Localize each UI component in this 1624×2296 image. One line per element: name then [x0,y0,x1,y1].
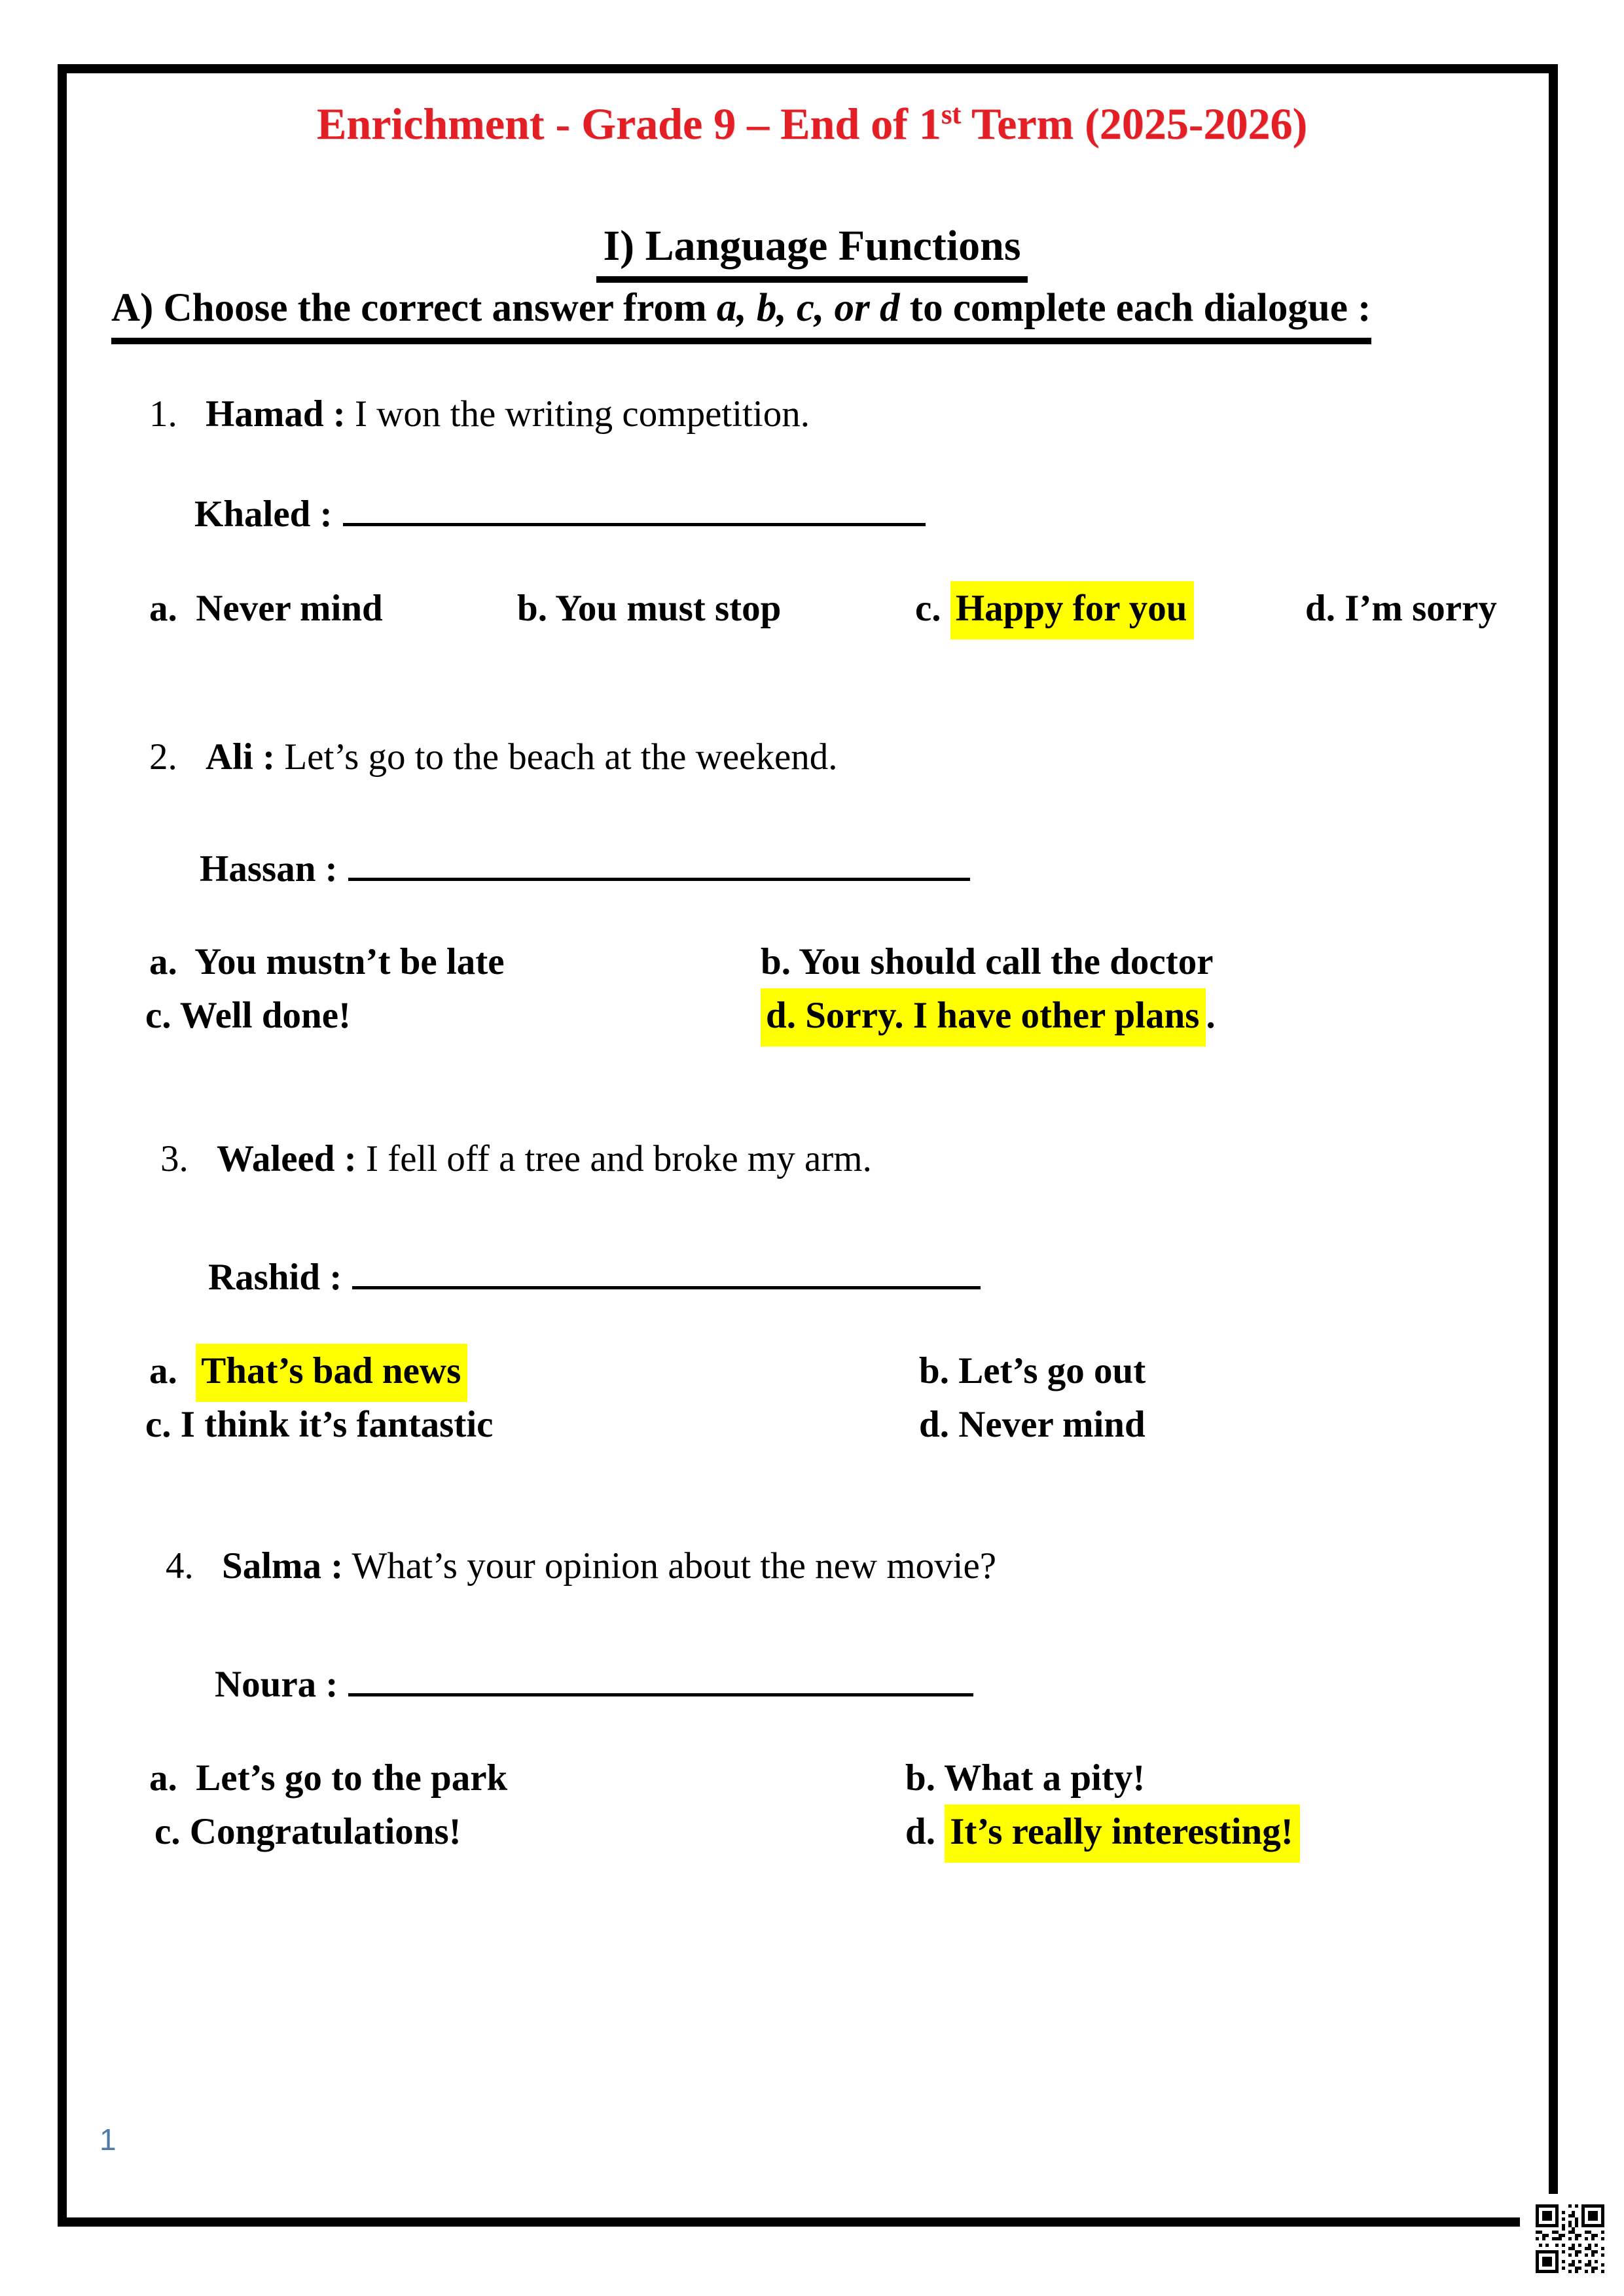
question-number: 1. [149,393,177,435]
speaker-label: Hamad : [206,393,346,435]
highlighted-answer: d. Sorry. I have other plans [761,988,1206,1047]
page-title [0,98,1624,150]
responder-label: Khaled : [194,493,333,535]
responder-label: Noura : [215,1664,338,1705]
question-4-line [166,1545,996,1587]
question-1-option-a: a. Never mind [149,588,383,629]
question-3-response-row [208,1249,981,1299]
instruction-suffix: to complete each dialogue : [899,286,1371,330]
question-2-option-d: d. Sorry. I have other plans . [761,994,1216,1037]
question-1-option-b: b. You must stop [517,588,782,629]
question-2-line [149,736,838,778]
question-2-response-row [200,840,970,890]
question-3-line [160,1138,872,1180]
question-2-option-a: a. You mustn’t be late [149,941,505,982]
question-1-response-row [194,486,926,535]
question-1-option-d: d. I’m sorry [1305,588,1497,629]
speaker-label: Waleed : [217,1138,357,1179]
highlighted-answer: Happy for you [950,581,1194,639]
title-tail: Term (2025-2026) [961,99,1308,149]
instruction-row [111,285,1371,344]
question-1-line [149,393,810,435]
answer-blank [348,1656,973,1696]
question-number: 4. [166,1545,194,1587]
question-4-option-a: a. Let’s go to the park [149,1757,508,1799]
speaker-label: Ali : [206,736,276,778]
title-text: Enrichment - Grade 9 – End of 1 [316,99,941,149]
dialogue-text: I won the writing competition. [355,393,810,435]
question-2-option-c: c. Well done! [145,995,352,1036]
question-3-option-a: a. That’s bad news [149,1350,467,1392]
question-4-option-c: c. Congratulations! [154,1811,461,1852]
question-3-option-b: b. Let’s go out [919,1350,1146,1391]
highlighted-answer: That’s bad news [196,1344,467,1402]
page-number: 1 [99,2123,117,2157]
section-heading: I) Language Functions [596,221,1027,283]
answer-blank [343,486,926,526]
question-number: 3. [160,1138,189,1179]
question-4-option-d: d. It’s really interesting! [905,1810,1300,1853]
question-4-response-row [215,1656,973,1706]
qr-code-icon [1536,2204,1604,2273]
dialogue-text: I fell off a tree and broke my arm. [365,1138,872,1179]
responder-label: Hassan : [200,848,338,889]
dialogue-text: What’s your opinion about the new movie? [352,1545,997,1587]
question-1-option-c: c. Happy for you [915,587,1194,630]
answer-blank [348,840,970,881]
responder-label: Rashid : [208,1257,342,1298]
highlighted-answer: It’s really interesting! [945,1804,1300,1863]
answer-blank [352,1249,981,1289]
qr-code-panel [1520,2194,1624,2296]
dialogue-text: Let’s go to the beach at the weekend. [284,736,838,778]
question-4-option-b: b. What a pity! [905,1757,1146,1799]
question-3-option-c: c. I think it’s fantastic [145,1404,494,1445]
question-3-option-d: d. Never mind [919,1404,1146,1445]
speaker-label: Salma : [222,1545,344,1587]
title-superscript: st [941,99,962,130]
question-number: 2. [149,736,177,778]
instruction-prefix: A) Choose the correct answer from [111,286,717,330]
section-heading-row [0,221,1624,283]
instruction-choices: a, b, c, or d [716,286,900,330]
instruction-text [111,285,1371,344]
question-2-option-b: b. You should call the doctor [761,941,1214,982]
